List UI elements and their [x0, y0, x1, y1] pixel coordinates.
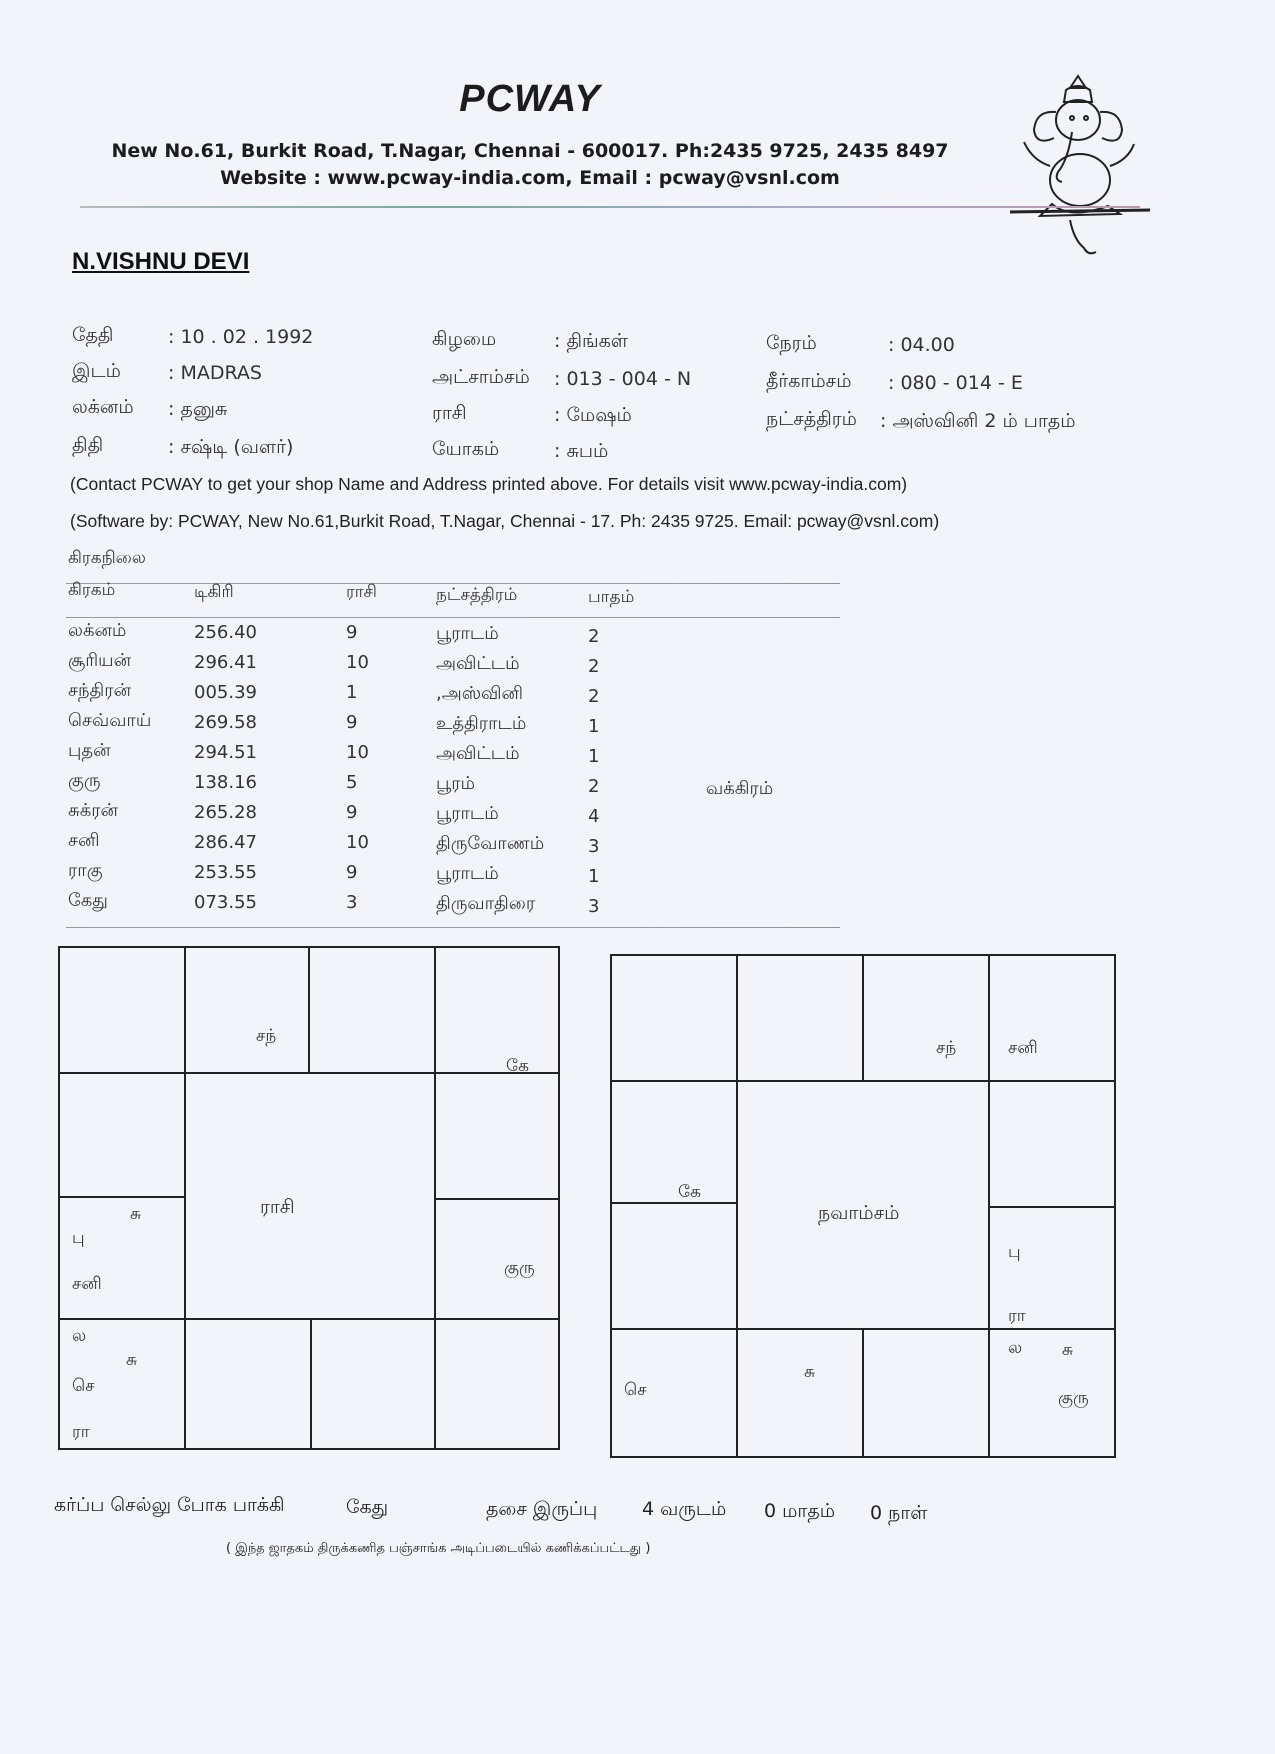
date-label: தேதி: [72, 324, 114, 346]
nav-sani: சனி: [1008, 1038, 1038, 1058]
row-degree: 138.16: [194, 772, 257, 793]
navamsa-chart-title: நவாம்சம்: [818, 1202, 900, 1224]
row-rasi: 10: [346, 652, 369, 673]
time-value: : 04.00: [888, 334, 955, 356]
row-star: அவிட்டம்: [436, 653, 520, 674]
row-degree: 286.47: [194, 832, 257, 853]
rasi-label: ராசி: [432, 402, 467, 424]
nav-guru: குரு: [1058, 1388, 1089, 1408]
nav-budhan: பு: [1008, 1242, 1021, 1262]
row-degree: 253.55: [194, 862, 257, 883]
header-divider: [80, 206, 1140, 208]
row-graha: செவ்வாய்: [68, 710, 152, 731]
yogam-value: : சுபம்: [554, 440, 609, 462]
lagnam-value: : தனுசு: [168, 398, 228, 420]
rasi-rahu: ரா: [72, 1422, 90, 1442]
row-star: பூரம்: [436, 773, 476, 794]
row-degree: 073.55: [194, 892, 257, 913]
time-label: நேரம்: [766, 332, 817, 354]
lat-value: : 013 - 004 - N: [554, 368, 692, 390]
row-star: பூராடம்: [436, 623, 499, 644]
row-rasi: 1: [346, 682, 358, 703]
row-padam: 1: [588, 746, 600, 767]
row-graha: குரு: [68, 770, 101, 791]
software-note: (Software by: PCWAY, New No.61,Burkit Road, T.Nagar, Chennai - 17. Ph: 2435 9725. Email: pcway@vsnl.com): [70, 511, 940, 531]
rasi-chart: [58, 946, 560, 1450]
table-header-rule: [66, 617, 840, 618]
ganesha-logo: [1010, 70, 1150, 260]
contact-line: Website : www.pcway-india.com, Email : pcway@vsnl.com: [220, 167, 840, 189]
rasi-lagnam: ல: [72, 1326, 87, 1346]
row-graha: புதன்: [68, 740, 111, 761]
thithi-label: திதி: [72, 434, 104, 456]
col-header-graha: கிரகம்: [68, 580, 116, 600]
star-label: நட்சத்திரம்: [766, 408, 857, 430]
brand-title: PCWAY: [459, 78, 601, 120]
balance-label: கர்ப்ப செல்லு போக பாக்கி: [54, 1494, 285, 1516]
nav-rahu: ரா: [1008, 1306, 1026, 1326]
row-degree: 265.28: [194, 802, 257, 823]
contact-note: (Contact PCWAY to get your shop Name and Address printed above. For details visit www.pcway-india.com): [70, 474, 908, 494]
rasi-sukran: சு: [130, 1204, 142, 1224]
col-header-rasi: ராசி: [346, 582, 377, 602]
row-star: ,அஸ்வினி: [436, 683, 524, 704]
day-label: கிழமை: [432, 328, 497, 350]
col-header-padam: பாதம்: [588, 587, 635, 607]
dasa-months: 0 மாதம்: [764, 1500, 836, 1522]
row-star: பூராடம்: [436, 803, 499, 824]
rasi-chart-title: ராசி: [260, 1196, 295, 1218]
row-star: திருவோணம்: [436, 833, 545, 854]
rasi-guru: குரு: [504, 1258, 535, 1278]
row-padam: 3: [588, 896, 600, 917]
row-note: வக்கிரம்: [706, 778, 774, 799]
rasi-sevvai: செ: [72, 1376, 95, 1396]
yogam-label: யோகம்: [432, 438, 500, 460]
row-degree: 296.41: [194, 652, 257, 673]
col-header-star: நட்சத்திரம்: [436, 585, 518, 605]
row-graha: சந்திரன்: [68, 680, 132, 701]
nav-sukran-2: சு: [804, 1362, 816, 1382]
row-graha: சனி: [68, 830, 100, 851]
star-value: : அஸ்வினி 2 ம் பாதம்: [880, 410, 1076, 432]
footer-note: ( இந்த ஜாதகம் திருக்கணித பஞ்சாங்க அடிப்படையில் கணிக்கப்பட்டது ): [226, 1541, 651, 1556]
dasa-years: 4 வருடம்: [642, 1498, 727, 1520]
balance-planet: கேது: [346, 1496, 389, 1518]
row-star: பூராடம்: [436, 863, 499, 884]
nav-sandh: சந்: [936, 1038, 957, 1058]
long-value: : 080 - 014 - E: [888, 372, 1023, 394]
navamsa-chart: [610, 954, 1116, 1458]
nav-lagnam: ல: [1008, 1338, 1023, 1358]
row-rasi: 9: [346, 622, 358, 643]
table-top-rule: [66, 583, 840, 584]
row-padam: 2: [588, 626, 600, 647]
place-label: இடம்: [72, 360, 121, 382]
row-star: திருவாதிரை: [436, 893, 536, 914]
row-graha: கேது: [68, 890, 108, 911]
row-padam: 2: [588, 656, 600, 677]
row-rasi: 9: [346, 862, 358, 883]
dasa-days: 0 நாள்: [870, 1502, 928, 1524]
person-name: N.VISHNU DEVI: [72, 248, 250, 275]
row-padam: 2: [588, 776, 600, 797]
dasa-label: தசை இருப்பு: [486, 1498, 598, 1520]
rasi-value: : மேஷம்: [554, 404, 632, 426]
rasi-sani: சனி: [72, 1274, 102, 1294]
table-bottom-rule: [66, 927, 840, 928]
address-line: New No.61, Burkit Road, T.Nagar, Chennai - 600017. Ph:2435 9725, 2435 8497: [111, 140, 949, 162]
place-value: : MADRAS: [168, 362, 262, 384]
row-star: அவிட்டம்: [436, 743, 520, 764]
row-padam: 1: [588, 866, 600, 887]
row-graha: சூரியன்: [68, 650, 132, 671]
row-padam: 3: [588, 836, 600, 857]
lat-label: அட்சாம்சம்: [432, 366, 530, 388]
nav-kethu: கே: [678, 1182, 701, 1202]
lagnam-label: லக்னம்: [72, 396, 134, 418]
row-graha: சுக்ரன்: [68, 800, 119, 821]
row-degree: 256.40: [194, 622, 257, 643]
row-degree: 269.58: [194, 712, 257, 733]
row-degree: 005.39: [194, 682, 257, 703]
long-label: தீர்காம்சம்: [766, 370, 852, 392]
rasi-sandh: சந்: [256, 1026, 277, 1046]
row-rasi: 9: [346, 802, 358, 823]
row-degree: 294.51: [194, 742, 257, 763]
rasi-budhan: பு: [72, 1228, 85, 1248]
row-rasi: 3: [346, 892, 358, 913]
rasi-kethu: கே: [506, 1056, 529, 1076]
row-rasi: 10: [346, 742, 369, 763]
row-padam: 4: [588, 806, 600, 827]
nav-sevvai: செ: [624, 1380, 647, 1400]
thithi-value: : சஷ்டி (வளர்): [168, 436, 294, 458]
row-star: உத்திராடம்: [436, 713, 527, 734]
row-graha: ராகு: [68, 860, 103, 881]
date-value: : 10 . 02 . 1992: [168, 326, 314, 348]
row-graha: லக்னம்: [68, 620, 127, 641]
planet-section-title: கிரகநிலை: [68, 548, 146, 568]
nav-sukran: சு: [1062, 1340, 1074, 1360]
row-padam: 1: [588, 716, 600, 737]
row-rasi: 9: [346, 712, 358, 733]
row-rasi: 10: [346, 832, 369, 853]
day-value: : திங்கள்: [554, 330, 628, 352]
row-rasi: 5: [346, 772, 358, 793]
row-padam: 2: [588, 686, 600, 707]
rasi-sukran-2: சு: [126, 1350, 138, 1370]
col-header-degree: டிகிரி: [194, 582, 234, 602]
